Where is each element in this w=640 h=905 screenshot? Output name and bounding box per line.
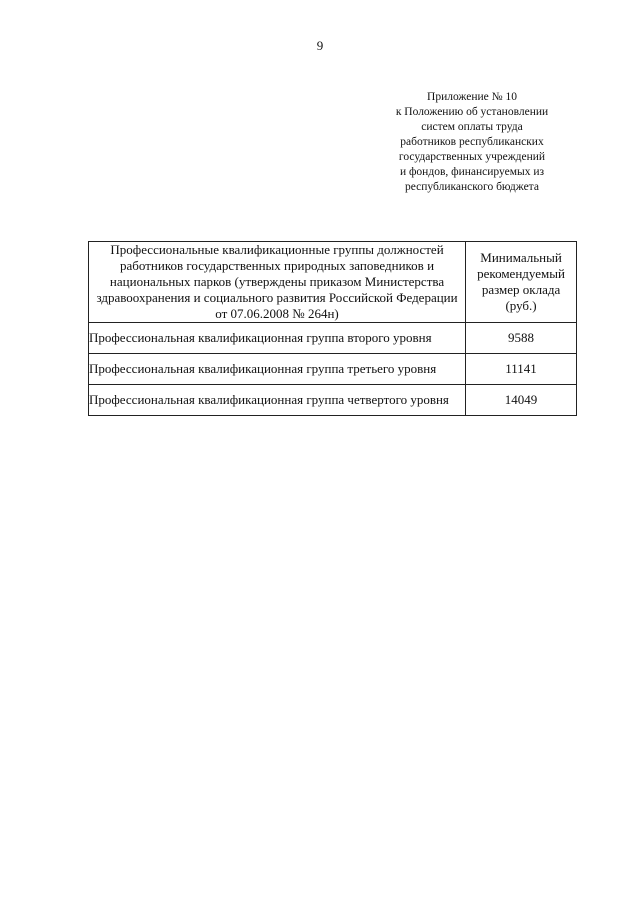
appendix-line: к Положению об установлении [395, 106, 549, 118]
salary-table [88, 241, 577, 416]
appendix-line: государственных учреждений [398, 151, 546, 163]
group-name-cell: Профессиональная квалификационная группа второго уровня [89, 323, 466, 354]
page-number: 9 [316, 38, 324, 53]
table-row [89, 323, 577, 354]
header-min-salary: Минимальный рекомендуемый размер оклада (руб.) [466, 242, 577, 323]
table-row [89, 385, 577, 416]
table-header-row [89, 242, 577, 323]
salary-value-cell: 11141 [466, 354, 577, 385]
appendix-line: работников республиканских [400, 136, 544, 148]
appendix-line: систем оплаты труда [421, 121, 523, 133]
group-name-cell: Профессиональная квалификационная группа четвертого уровня [89, 385, 466, 416]
salary-value-cell: 14049 [466, 385, 577, 416]
appendix-note [358, 90, 586, 195]
salary-value-cell: 9588 [466, 323, 577, 354]
appendix-line: республиканского бюджета [405, 181, 539, 193]
header-qualification-group: Профессиональные квалификационные группы должностей работников государственных природных заповедников и национальных парков (утверждены приказом Министерства здравоохранения и социального развития Российской Федерации от 07.06.2008 № 264н) [89, 242, 466, 323]
group-name-cell: Профессиональная квалификационная группа третьего уровня [89, 354, 466, 385]
table-row [89, 354, 577, 385]
appendix-line: и фондов, финансируемых из [399, 166, 545, 178]
appendix-line: Приложение № 10 [427, 91, 517, 103]
